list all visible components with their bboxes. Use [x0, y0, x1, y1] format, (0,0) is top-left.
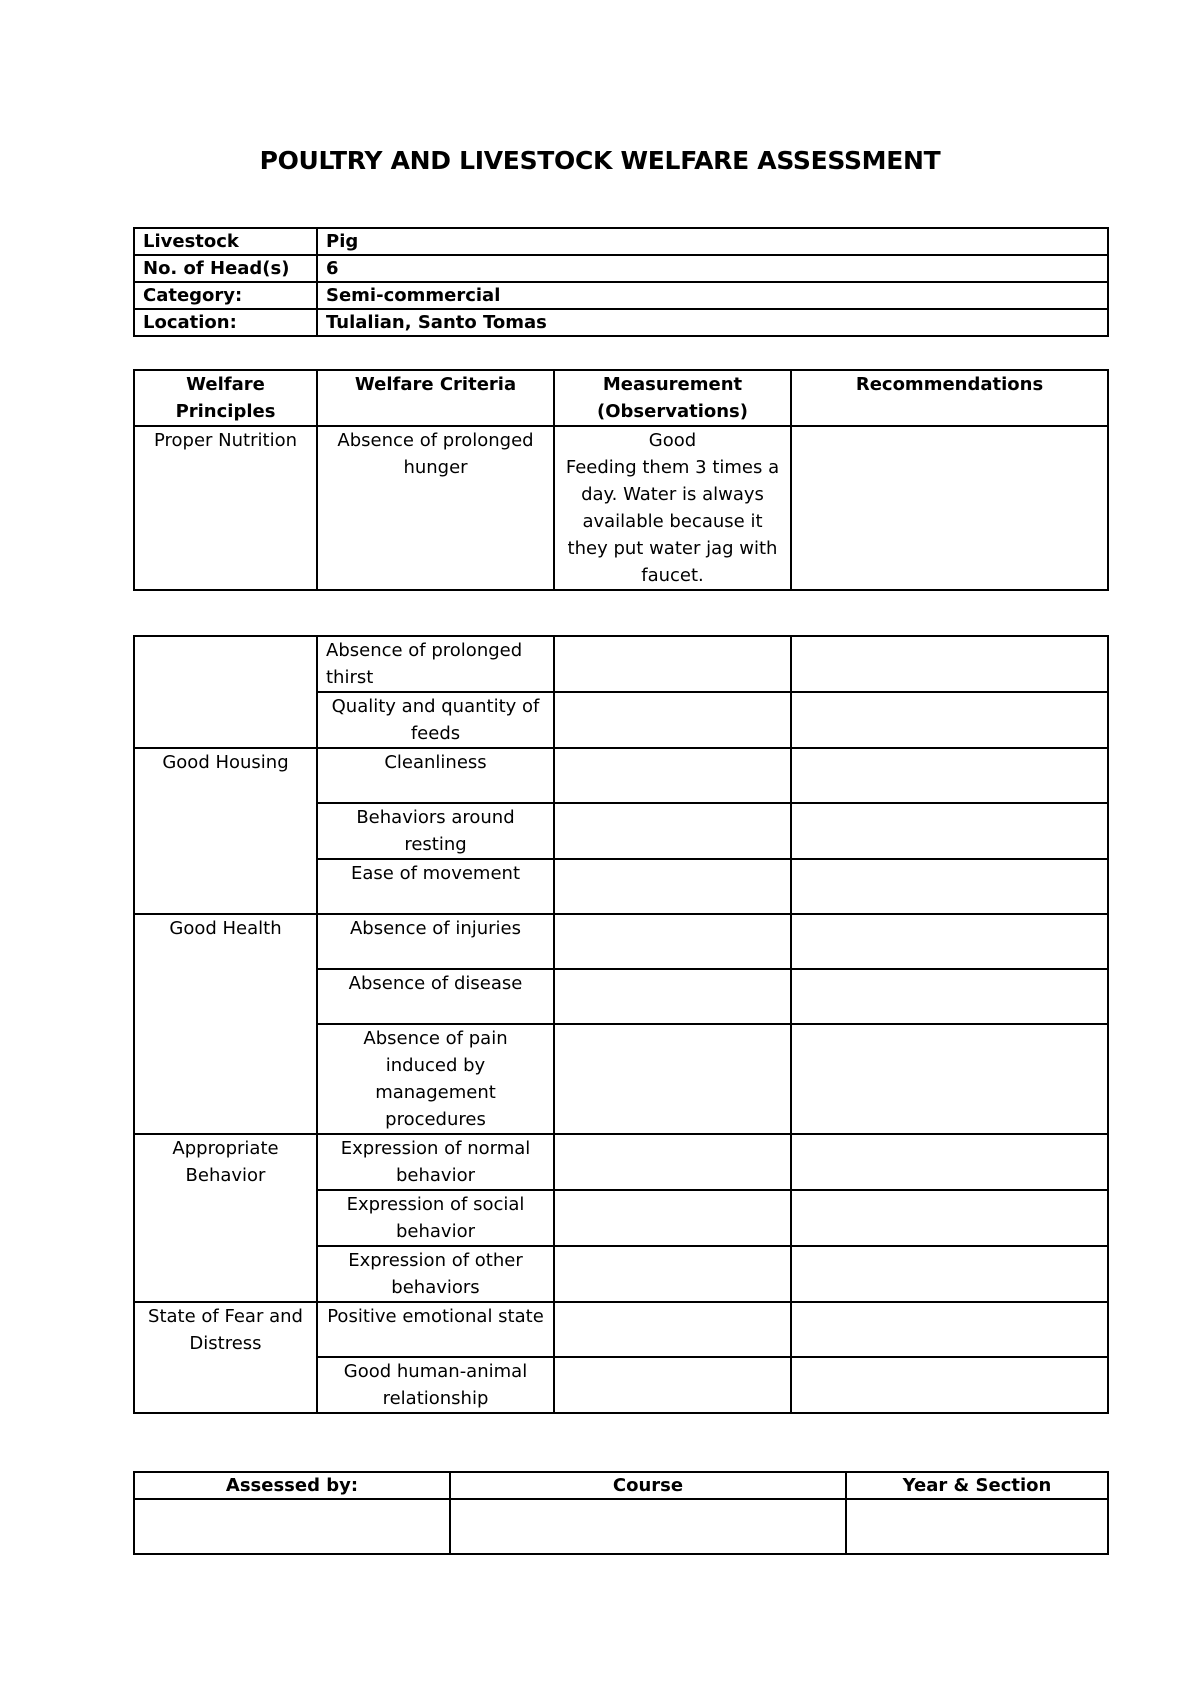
year-section-cell	[846, 1499, 1108, 1554]
measurement-cell	[554, 1190, 791, 1246]
course-cell	[450, 1499, 846, 1554]
recommendation-cell	[791, 803, 1108, 859]
measurement-cell	[554, 914, 791, 969]
measurement-note: Feeding them 3 times a day. Water is always available because it they put water jag with faucet.	[565, 457, 780, 586]
criteria-cell: Good human-animal relationship	[317, 1357, 554, 1413]
table-row	[134, 636, 1108, 692]
header-criteria: Welfare Criteria	[317, 370, 554, 426]
assessed-by-table	[133, 1471, 1109, 1555]
recommendation-cell	[791, 859, 1108, 914]
assessed-by-cell	[134, 1499, 450, 1554]
table-row	[134, 914, 1108, 969]
criteria-cell: Expression of other behaviors	[317, 1246, 554, 1302]
measurement-cell	[554, 692, 791, 748]
criteria-cell: Ease of movement	[317, 859, 554, 914]
info-label: Category:	[134, 282, 317, 309]
table-row	[134, 748, 1108, 803]
principle-cell: State of Fear and Distress	[134, 1302, 317, 1413]
criteria-cell: Quality and quantity of feeds	[317, 692, 554, 748]
measurement-cell	[554, 1357, 791, 1413]
recommendation-cell	[791, 636, 1108, 692]
criteria-cell: Behaviors around resting	[317, 803, 554, 859]
info-row-livestock	[134, 228, 1108, 255]
info-label: Livestock	[134, 228, 317, 255]
welfare-header-row	[134, 370, 1108, 426]
info-value: Pig	[317, 228, 1108, 255]
measurement-cell	[554, 748, 791, 803]
header-year-section: Year & Section	[846, 1472, 1108, 1499]
info-label: Location:	[134, 309, 317, 336]
recommendation-cell	[791, 748, 1108, 803]
recommendation-cell	[791, 426, 1108, 590]
measurement-cell	[554, 1134, 791, 1190]
criteria-cell: Expression of normal behavior	[317, 1134, 554, 1190]
recommendation-cell	[791, 1246, 1108, 1302]
recommendation-cell	[791, 1190, 1108, 1246]
recommendation-cell	[791, 1024, 1108, 1134]
measurement-cell	[554, 969, 791, 1024]
document-title: POULTRY AND LIVESTOCK WELFARE ASSESSMENT	[259, 146, 941, 175]
table-row	[134, 1302, 1108, 1357]
header-assessed-by: Assessed by:	[134, 1472, 450, 1499]
measurement-cell	[554, 859, 791, 914]
recommendation-cell	[791, 914, 1108, 969]
welfare-assessment-table	[133, 369, 1109, 591]
criteria-table	[133, 635, 1109, 1414]
info-label: No. of Head(s)	[134, 255, 317, 282]
measurement-cell	[554, 636, 791, 692]
principle-cell: Proper Nutrition	[134, 426, 317, 590]
criteria-cell: Absence of prolonged thirst	[317, 636, 554, 692]
principle-cell: Good Housing	[134, 748, 317, 914]
measurement-rating: Good	[648, 430, 697, 451]
livestock-info-table	[133, 227, 1109, 337]
header-recommendations: Recommendations	[791, 370, 1108, 426]
header-principles: Welfare Principles	[134, 370, 317, 426]
recommendation-cell	[791, 1134, 1108, 1190]
recommendation-cell	[791, 969, 1108, 1024]
measurement-cell	[554, 803, 791, 859]
recommendation-cell	[791, 692, 1108, 748]
info-value: Tulalian, Santo Tomas	[317, 309, 1108, 336]
criteria-cell: Cleanliness	[317, 748, 554, 803]
info-row-location	[134, 309, 1108, 336]
header-course: Course	[450, 1472, 846, 1499]
principle-cell: Good Health	[134, 914, 317, 1134]
info-value: 6	[317, 255, 1108, 282]
recommendation-cell	[791, 1302, 1108, 1357]
table-row	[134, 1134, 1108, 1190]
header-measurement: Measurement (Observations)	[554, 370, 791, 426]
assessed-header-row	[134, 1472, 1108, 1499]
table-row	[134, 426, 1108, 590]
measurement-cell	[554, 1302, 791, 1357]
table-row	[134, 1499, 1108, 1554]
criteria-cell: Absence of prolonged hunger	[317, 426, 554, 590]
criteria-cell: Absence of injuries	[317, 914, 554, 969]
measurement-cell	[554, 426, 791, 590]
criteria-cell: Positive emotional state	[317, 1302, 554, 1357]
info-value: Semi-commercial	[317, 282, 1108, 309]
criteria-cell: Expression of social behavior	[317, 1190, 554, 1246]
measurement-cell	[554, 1246, 791, 1302]
criteria-cell: Absence of pain induced by management procedures	[317, 1024, 554, 1134]
principle-cell-blank	[134, 636, 317, 748]
principle-cell: Appropriate Behavior	[134, 1134, 317, 1302]
criteria-cell: Absence of disease	[317, 969, 554, 1024]
info-row-heads	[134, 255, 1108, 282]
recommendation-cell	[791, 1357, 1108, 1413]
measurement-cell	[554, 1024, 791, 1134]
info-row-category	[134, 282, 1108, 309]
